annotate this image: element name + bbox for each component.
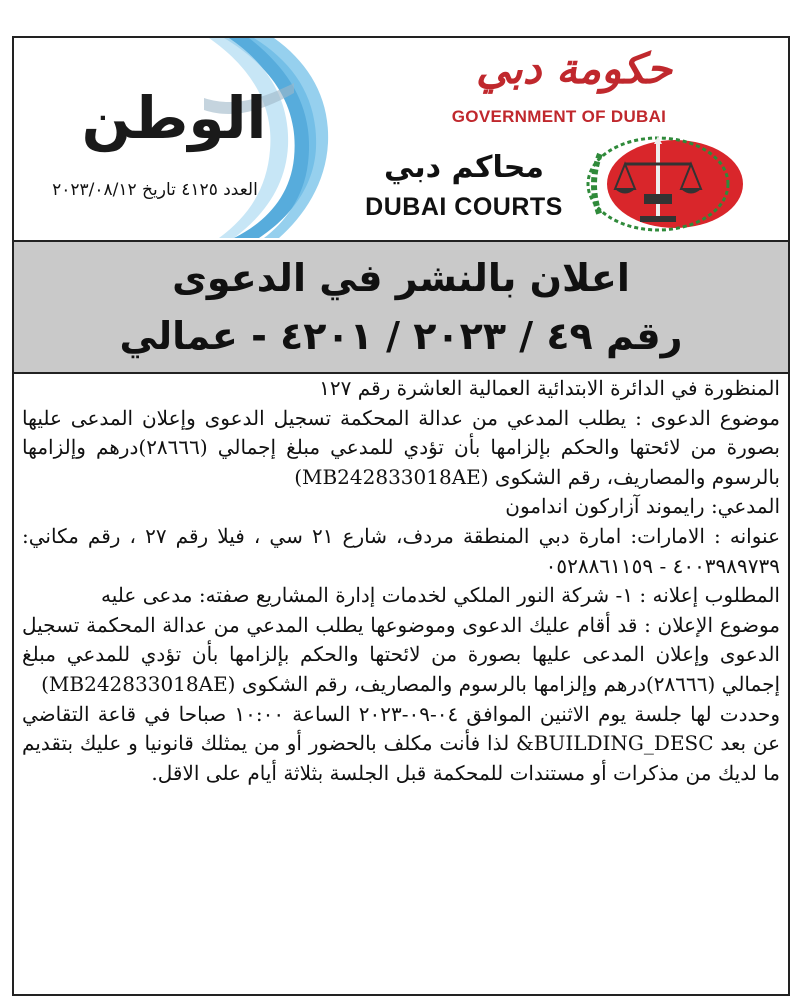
- notice-body: [22, 374, 780, 974]
- plaintiff-paragraph: المدعي: رايموند آزاركون اندامون: [505, 494, 780, 519]
- newspaper-logo: الوطن: [81, 84, 267, 152]
- case-subject-paragraph: موضوع الدعوى : يطلب المدعي من عدالة المحكمة تسجيل الدعوى وإعلان المدعى عليها بصورة من لائحتها والحكم بإلزامها بأن تؤدي للمدعي مبلغ إجمالي (٢٨٦٦٦)درهم وإلزامها بالرسوم والمصاريف، رقم الشكوى (MB242833018AE): [22, 405, 780, 489]
- court-circuit-paragraph: المنظورة في الدائرة الابتدائية العمالية العاشرة رقم ١٢٧: [319, 376, 780, 400]
- notice-frame: [12, 36, 790, 996]
- notice-title: اعلان بالنشر في الدعوى: [172, 256, 630, 300]
- defendant-paragraph: المطلوب إعلانه : ١- شركة النور الملكي لخدمات إدارة المشاريع صفته: مدعى عليه: [101, 583, 780, 608]
- title-band: [14, 240, 788, 374]
- government-name-arabic: حكومة دبي: [476, 44, 672, 93]
- issue-date-line: العدد ٤١٢٥ تاريخ ٢٠٢٣/٠٨/١٢: [52, 180, 258, 200]
- header: [14, 38, 788, 238]
- notification-subject-paragraph: موضوع الإعلان : قد أقام عليك الدعوى وموضوعها يطلب المدعي من عدالة المحكمة تسجيل الدعوى وإعلان المدعى عليها بصورة من لائحتها والحكم بإلزامها بأن تؤدي للمدعي مبلغ إجمالي (٢٨٦٦٦)درهم وإلزامها بالرسوم والمصاريف، رقم الشكوى (MB242833018AE): [22, 612, 780, 696]
- dubai-courts-emblem: [570, 134, 745, 234]
- courts-name-arabic: محاكم دبي: [384, 150, 544, 185]
- hearing-paragraph: وحددت لها جلسة يوم الاثنين الموافق ٠٤-٠٩-٢٠٢٣ الساعة ١٠:٠٠ صباحا في قاعة التقاضي عن بعد BUILDING_DESC& لذا فأنت مكلف بالحضور أو من يمثلك قانونيا و عليك بتقديم ما لديك من مذكرات أو مستندات للمحكمة قبل الجلسة بثلاثة أيام على الاقل.: [22, 701, 781, 785]
- address-paragraph: عنوانه : الامارات: امارة دبي المنطقة مردف، شارع ٢١ سي ، فيلا رقم ٢٧ ، رقم مكاني: ٤٠٠٣٩٨٩٧٣٩ - ٠٥٢٨٨٦١١٥٩: [22, 523, 780, 578]
- government-name-english: GOVERNMENT OF DUBAI: [451, 107, 667, 126]
- case-number-title: رقم ٤٩ / ٢٠٢٣ / ٤٢٠١ - عمالي: [119, 314, 683, 358]
- courts-name-english: DUBAI COURTS: [365, 193, 563, 221]
